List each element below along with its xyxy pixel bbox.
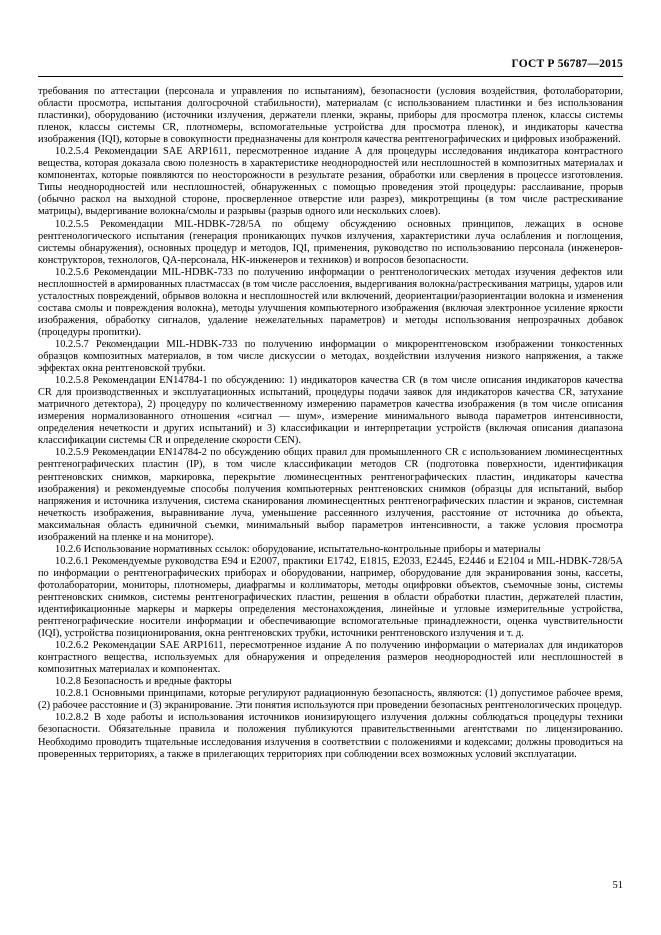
paragraph: 10.2.6.2 Рекомендации SAE ARP1611, пересмотренное издание A по получению информации о материалах для индикаторов контрастного вещества, используемых для обнаружения и определения размеров неоднородностей или несплошностей в композитных материалах и компонентах. [38, 640, 623, 676]
paragraph: 10.2.5.9 Рекомендации EN14784-2 по обсуждению общих правил для промышленного CR с использованием люминесцентных рентгенографических пластин (IP), в том числе классификации методов CR (подготовка поверхности, идентификация рентгеновских снимков, маркировка, перекрытие люминесцентных рентгенографических пластин, индикаторы качества изображения) и рекомендуемые способы получения компьютерных рентгеновских снимков (образцы для испытаний, выбор напряжения и источника излучения, система сканирования люминесцентных рентгенографических пластин и экранов, системная нечеткость изображения, выравнивание луча, уменьшение рассеянного излучения, расстояние от источника до объекта, максимальная область единичной съемки, минимальный выбор параметров интенсивности, а также условия просмотра изображений на пленке и на мониторе). [38, 447, 623, 543]
paragraph: 10.2.5.4 Рекомендации SAE ARP1611, пересмотренное издание A для процедуры исследования индикатора контрастного вещества, которая доказала свою полезность в характеристике неоднородностей или несплошностей в композитных материалах и компонентах, которые появляются по неосторожности в результате резания, обработки или сверления в процессе изготовления. Типы неоднородностей или несплошностей, обнаруженных с помощью проведения этой процедуры: расслаивание, прорыв (обычно раскол на выходной стороне, просверленное отверстие или разрез), микротрещины (в том числе растрескивание матрицы), выдергивание волокна/смолы и разрывы (разрыв одного или нескольких слоев). [38, 146, 623, 218]
section-heading: 10.2.8 Безопасность и вредные факторы [55, 676, 232, 688]
document-body [38, 86, 623, 761]
paragraph: 10.2.5.8 Рекомендации EN14784-1 по обсуждению: 1) индикаторов качества CR (в том числе описания индикаторов качества CR для производственных и эксплуатационных испытаний, процедуры подачи заявок для индикаторов качества CR, затухание матричного детектора), 2) процедуру по количественному измерению параметров качества изображения (в том числе описания измерения нормализованного отношения «сигнал — шум», измерение минимального вывода параметров интенсивности, определения нечеткости и других испытаний) и 3) классификации и интерпретации устройств (включая описания диапазона классификации системы CR и определение скорости CEN). [38, 375, 623, 447]
paragraph: 10.2.5.6 Рекомендации MIL-HDBK-733 по получению информации о рентгенологических методах изучения дефектов или несплошностей в армированных пластмассах (в том числе расслоения, выдергивания волокна/растрескивания матрицы, ударов или усталостных повреждений, обрывов волокна и несплошностей или включений, деориентации/разориентации волокна и изменения состава смолы и повреждения волокна), методы улучшения компьютерного изображения (включая электронное усиление яркости изображения, обработку сигналов, удаление нежелательных параметров) и методы использования непрозрачных добавок (процедуры пропитки). [38, 266, 623, 338]
paragraph: 10.2.8.1 Основными принципами, которые регулируют радиационную безопасность, являются: (1) допустимое рабочее время, (2) рабочее расстояние и (3) экранирование. Эти понятия используются при проведении безопасных рентгенологических процедур. [38, 688, 623, 712]
paragraph: 10.2.5.7 Рекомендации MIL-HDBK-733 по получению информации о микрорентгеновском изображении тонкостенных образцов композитных материалов, в том числе дискуссии о методах, воздействии излучения низкого напряжения, а также эффектах окна рентгеновской трубки. [38, 338, 623, 375]
page-number: 51 [612, 880, 623, 891]
page-header-standard-title: ГОСТ Р 56787—2015 [511, 58, 623, 70]
paragraph: 10.2.8.2 В ходе работы и использования источников ионизирующего излучения должны соблюдаться процедуры техники безопасности. Обязательные правила и положения публикуются правительственными агентствами по лицензированию. Необходимо проводить тщательные исследования излучения в соответствии с положениями и кодексами; должны проводиться на проверенных территориях, а также в прилегающих территориях при соблюдении всех возможных условий эксплуатации. [38, 712, 623, 760]
paragraph: 10.2.5.5 Рекомендации MIL-HDBK-728/5A по общему обсуждению основных принципов, лежащих в основе рентгенологического испытания (генерация проникающих пучков излучения, характеристики луча ослабления и поглощения, системы обнаружения), основных процедур и методов, IQI, применения, руководство по использованию персонала (инженеров-конструкторов, технологов, QA-персонала, HK-инженеров и техников) и вопросов безопасности. [38, 218, 623, 266]
paragraph: 10.2.6.1 Рекомендуемые руководства E94 и E2007, практики E1742, E1815, E2033, E2445, E2446 и E2104 и MIL-HDBK-728/5A по информации о рентгенографических приборах и оборудовании, например, оборудование для экранирования зоны, кассеты, фотолаборатории, мониторы, плотномеры, диафрагмы и коллиматоры, методы оцифровки объектов, съемочные зоны, системы рентгеновских снимков, системы рентгенографических пластин, решения в области обработки пластин, держателей пластин, идентификационные маркеры и маркеры определения местонахождения, линейные и угловые измерительные устройства, рентгенографические носители информации и обеспечивающие вспомогательные принадлежности, оценка чувствительности (IQI), устройства позиционирования, окна рентгеновских трубки, источники рентгеновского излучения и т. д. [38, 555, 623, 640]
header-divider [38, 76, 623, 77]
paragraph: требования по аттестации (персонала и управления по испытаниям), безопасности (условия воздействия, фотолаборатории, области просмотра, испытания долгосрочной стабильности), материалам (с использованием пластинки и без использования пластинки), оборудованию (источники излучения, держатели пленки, экраны, приборы для просмотра пленок, классы системы пленок, классы системы CR, плотномеры, вспомогательные устройства для просмотра пленок), и индикаторы качества изображения (IQI), которые в совокупности предназначены для контроля качества рентгенографических и цифровых изображений. [38, 86, 623, 146]
section-heading: 10.2.6 Использование нормативных ссылок: оборудование, испытательно-контрольные приборы и материалы [55, 543, 541, 555]
